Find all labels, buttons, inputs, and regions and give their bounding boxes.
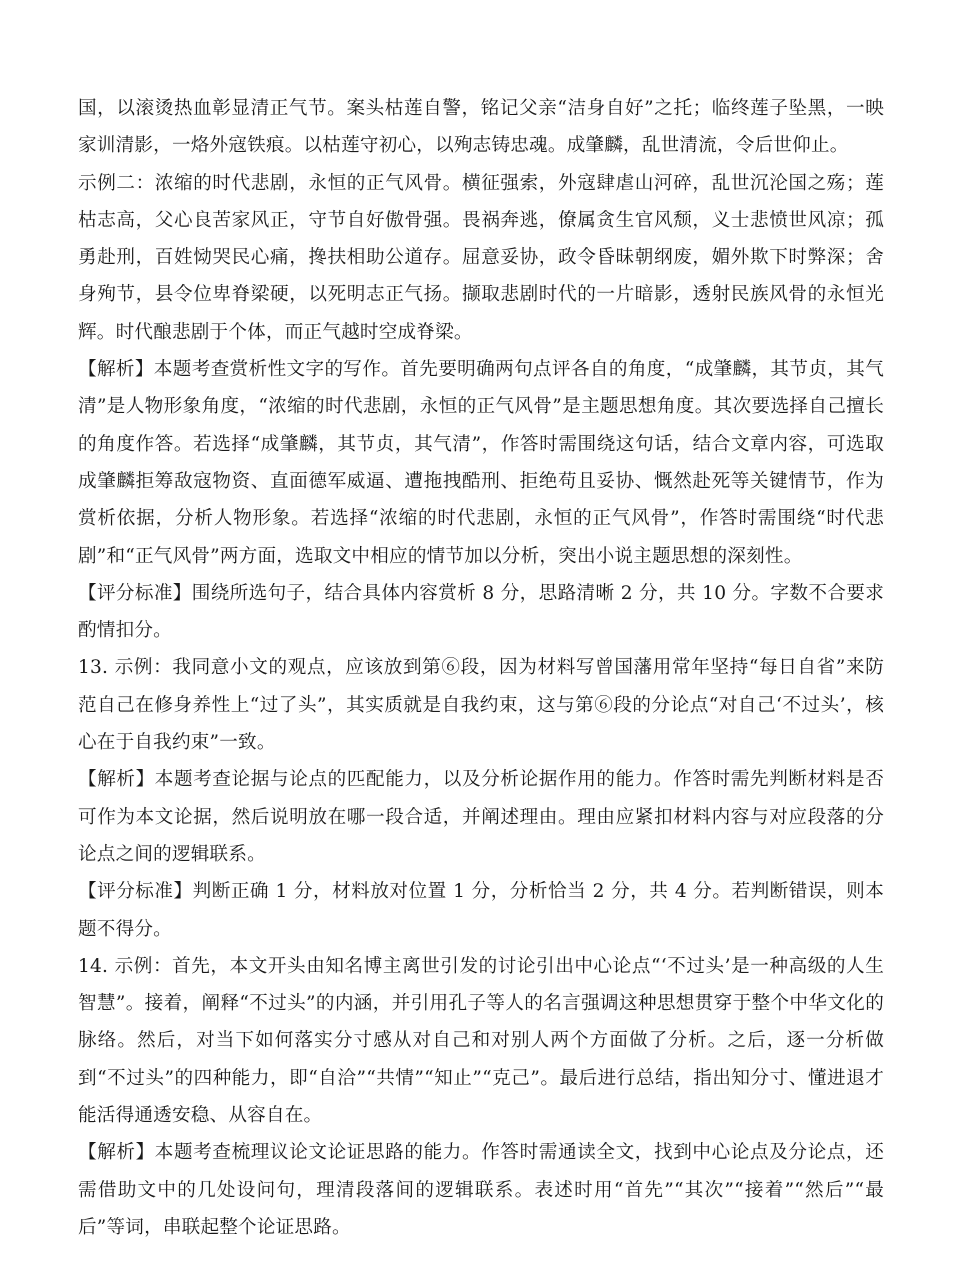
paragraph-example-two: 示例二：浓缩的时代悲剧，永恒的正气风骨。横征强索，外寇肆虐山河碎，乱世沉沦国之殇；莲枯志高，父心良苦家风正，守节自好傲骨强。畏祸奔逃，僚属贪生官风颓，义士悲愤世风凉；孤勇赴刑，百姓恸哭民心痛，搀扶相助公道存。屈意妥协，政令昏昧朝纲废，媚外欺下时弊深；舍身殉节，县令位卑脊梁硬，以死明志正气扬。撷取悲剧时代的一片暗影，透射民族风骨的永恒光辉。时代酿悲剧于个体，而正气越时空成脊梁。: [78, 172, 884, 343]
paragraph-example-one-ending: 国，以滚烫热血彰显清正气节。案头枯莲自警，铭记父亲“洁身自好”之托；临终莲子坠黑，一映家训清影，一烙外寇铁痕。以枯莲守初心，以殉志铸忠魂。成肇麟，乱世清流，令后世仰止。: [78, 98, 884, 157]
paragraph-scoring-13: 【评分标准】判断正确 1 分，材料放对位置 1 分，分析恰当 2 分，共 4 分。若判断错误，则本题不得分。: [78, 881, 884, 940]
paragraph-analysis-14: 【解析】本题考查梳理议论文论证思路的能力。作答时需通读全文，找到中心论点及分论点，还需借助文中的几处设问句，理清段落间的逻辑联系。表述时用“首先”“其次”“接着”“然后”“最后”等词，串联起整个论证思路。: [78, 1142, 884, 1238]
document-body: [78, 90, 884, 1246]
paragraph-answer-14: 14. 示例：首先，本文开头由知名博主离世引发的讨论引出中心论点“‘不过头’是一种高级的人生智慧”。接着，阐释“不过头”的内涵，并引用孔子等人的名言强调这种思想贯穿于整个中华文化的脉络。然后，对当下如何落实分寸感从对自己和对别人两个方面做了分析。之后，逐一分析做到“不过头”的四种能力，即“自洽”“共情”“知止”“克己”。最后进行总结，指出知分寸、懂进退才能活得通透安稳、从容自在。: [78, 955, 884, 1127]
paragraph-analysis-12: 【解析】本题考查赏析性文字的写作。首先要明确两句点评各自的角度，“成肇麟，其节贞，其气清”是人物形象角度，“浓缩的时代悲剧，永恒的正气风骨”是主题思想角度。其次要选择自己擅长的角度作答。若选择“成肇麟，其节贞，其气清”，作答时需围绕这句话，结合文章内容，可选取成肇麟拒筹敌寇物资、直面德军威逼、遭拖拽酷刑、拒绝苟且妥协、慨然赴死等关键情节，作为赏析依据，分析人物形象。若选择“浓缩的时代悲剧，永恒的正气风骨”，作答时需围绕“时代悲剧”和“正气风骨”两方面，选取文中相应的情节加以分析，突出小说主题思想的深刻性。: [78, 359, 884, 567]
paragraph-scoring-12: 【评分标准】围绕所选句子，结合具体内容赏析 8 分，思路清晰 2 分，共 10 分。字数不合要求酌情扣分。: [78, 582, 884, 642]
paragraph-answer-13: 13. 示例：我同意小文的观点，应该放到第⑥段，因为材料写曾国藩用常年坚持“每日自省”来防范自己在修身养性上“过了头”，其实质就是自我约束，这与第⑥段的分论点“对自己‘不过头’，核心在于自我约束”一致。: [78, 657, 884, 754]
paragraph-analysis-13: 【解析】本题考查论据与论点的匹配能力，以及分析论据作用的能力。作答时需先判断材料是否可作为本文论据，然后说明放在哪一段合适，并阐述理由。理由应紧扣材料内容与对应段落的分论点之间的逻辑联系。: [78, 769, 884, 865]
